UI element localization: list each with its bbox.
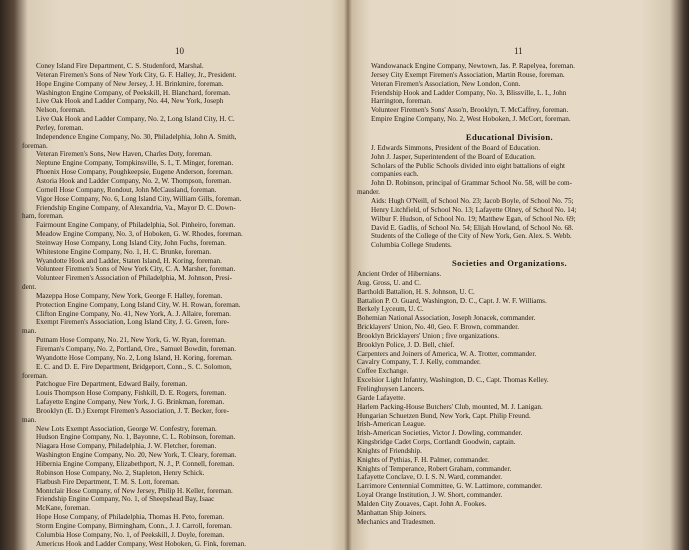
text-line: Clifton Engine Company, No. 41, New York, A. J. Allaire, foreman. xyxy=(36,309,231,318)
text-line: Whitestone Engine Company, No. 1, H. C. Brunke, foreman. xyxy=(36,247,211,256)
text-line: McKane, foreman. xyxy=(36,504,91,513)
text-line: Nelson, foreman. xyxy=(36,106,86,115)
educational-division-heading: Educational Division. xyxy=(465,131,554,142)
text-line: Malden City Zouaves, Capt. John A. Fookes. xyxy=(357,499,487,508)
text-line: Niagara Hose Company, Philadelphia, J. W. Fletcher, foreman. xyxy=(36,442,217,451)
text-line: Flatbush Fire Department, T. M. S. Lott, foreman. xyxy=(36,477,180,486)
text-line: Live Oak Hook and Ladder Company, No. 2, Long Island City, H. C. xyxy=(36,115,235,124)
text-line: Battalion P. O. Guard, Washington, D. C., Capt. J. W. F. Williams. xyxy=(357,296,547,305)
text-line: Veteran Firemen's Sons, New Haven, Charles Doty, foreman. xyxy=(36,150,212,159)
text-line: Hope Engine Company of New Jersey, J. H. Brinkmire, foreman. xyxy=(36,79,224,88)
text-line: Friendship Engine Company, No. 1, of Sheepshead Bay, Isaac xyxy=(36,495,215,504)
text-line: John D. Robinson, principal of Grammar School No. 58, will be com- xyxy=(371,179,573,188)
text-line: Students of the College of the City of New York, Gen. Alex. S. Webb. xyxy=(371,232,572,241)
text-line: Knights of Friendship. xyxy=(357,446,422,455)
text-line: Volunteer Firemen's Sons of New York City, C. A. Marsher, foreman. xyxy=(36,265,236,274)
left-page-text xyxy=(22,62,342,548)
text-line: Protection Engine Company, Long Island City, W. H. Rowan, foreman. xyxy=(36,300,241,309)
text-line: Washington Engine Company, No. 20, New York, T. Cleary, foreman. xyxy=(36,451,237,460)
text-line: Harlem Packing-House Butchers' Club, mounted, M. J. Lanigan. xyxy=(357,402,543,411)
text-line: Meadow Engine Company, No. 3, of Hoboken, G. W. Rhodes, foreman. xyxy=(36,230,243,239)
text-line: Kingsbridge Cadet Corps, Cortlandt Goodwin, captain. xyxy=(357,438,516,447)
text-line: man. xyxy=(22,327,37,336)
text-line: ham, foreman. xyxy=(22,212,64,221)
text-line: Aug. Gross, U. and C. xyxy=(357,278,421,287)
text-line: Veteran Firemen's Association, New London, Conn. xyxy=(371,79,521,88)
text-line: Live Oak Hook and Ladder Company, No. 44, New York, Joseph xyxy=(36,97,224,106)
text-line: Scholars of the Public Schools divided into eight battalions of eight xyxy=(371,161,566,170)
text-line: Louis Thompson Hose Company, Fishkill, D. E. Rogers, foreman. xyxy=(36,389,227,398)
societies-list xyxy=(357,270,662,526)
text-line: Bartholdi Battalion, H. S. Johnson, U. C. xyxy=(357,287,475,296)
text-line: Astoria Hook and Ladder Company, No. 2, W. Thompson, foreman. xyxy=(36,176,232,185)
text-line: Irish-American League. xyxy=(357,420,426,429)
text-line: Harrington, foreman. xyxy=(371,97,432,106)
text-line: Lafayette Conclave, O. I. S. N. Ward, commander. xyxy=(357,473,502,482)
text-line: Friendship Engine Company, of Alexandria, Va., Mayor D. C. Down- xyxy=(36,203,236,212)
text-line: companies each. xyxy=(371,170,419,179)
text-line: Brooklyn Police, J. D. Bell, chief. xyxy=(357,340,455,349)
text-line: David E. Gadlis, of School No. 54; Elijah Howland, of School No. 68. xyxy=(371,223,574,232)
text-line: Veteran Firemen's Sons of New York City, G. F. Halley, Jr., President. xyxy=(36,70,237,79)
text-line: Columbia College Students. xyxy=(371,241,452,250)
text-line: Perley, foreman. xyxy=(36,123,84,132)
fire-companies-continued xyxy=(357,62,662,124)
text-line: Volunteer Firemen's Sons' Asso'n, Brooklyn, T. McCaffrey, foreman. xyxy=(371,106,569,115)
text-line: man. xyxy=(22,415,37,424)
text-line: Empire Engine Company, No. 2, West Hoboken, J. McCort, foreman. xyxy=(371,115,571,124)
text-line: Steinway Hose Company, Long Island City, John Fuchs, foreman. xyxy=(36,238,226,247)
text-line: Volunteer Firemen's Association of Philadelphia, M. Johnson, Presi- xyxy=(36,274,233,283)
text-line: foreman. xyxy=(22,141,48,150)
text-line: Exempt Firemen's Association, Long Island City, J. G. Green, fore- xyxy=(36,318,230,327)
text-line: Brooklyn Bricklayers' Union ; five organizations. xyxy=(357,331,500,340)
text-line: Aids: Hugh O'Neill, of School No. 23; Jacob Boyle, of School No. 75; xyxy=(371,196,574,205)
text-line: Bohemian National Association, Joseph Jonacek, commander. xyxy=(357,314,536,323)
text-line: Henry Litchfield, of School No. 13; Lafayette Olney, of School No. 14; xyxy=(371,205,577,214)
text-line: Hope Hose Company, of Philadelphia, Thomas H. Peto, foreman. xyxy=(36,513,225,522)
text-line: mander. xyxy=(357,188,380,197)
text-line: Bricklayers' Union, No. 40, Geo. F. Brown, commander. xyxy=(357,323,520,332)
text-line: Americus Hook and Ladder Company, West Hoboken, G. Fink, foreman. xyxy=(36,539,247,548)
text-line: Cornell Hose Company, Rondout, John McCausland, foreman. xyxy=(36,185,217,194)
text-line: Wyandotte Hook and Ladder, Staten Island, H. Koring, foreman. xyxy=(36,256,222,265)
text-line: Carpenters and Joiners of America, W. A. Trotter, commander. xyxy=(357,349,537,358)
text-line: Fairmount Engine Company, of Philadelphia, Sol. Pinheiro, foreman. xyxy=(36,221,236,230)
text-line: Independence Engine Company, No. 30, Philadelphia, John A. Smith, xyxy=(36,132,237,141)
text-line: Putnam Hose Company, No. 21, New York, G. W. Ryan, foreman. xyxy=(36,336,226,345)
educational-division-list xyxy=(357,144,662,250)
text-line: New Lots Exempt Association, George W. Confestry, foreman. xyxy=(36,424,217,433)
text-line: E. C. and D. E. Fire Department, Bridgeport, Conn., S. C. Solomon, xyxy=(36,362,232,371)
text-line: Hibernia Engine Company, Elizabethport, N. J., P. Connell, foreman. xyxy=(36,459,235,468)
text-line: Montclair Hose Company, of New Jersey, Philip H. Keller, foreman. xyxy=(36,486,233,495)
text-line: Manhattan Ship Joiners. xyxy=(357,508,427,517)
text-line: Neptune Engine Company, Tompkinsville, S. I., T. Minger, foreman. xyxy=(36,159,234,168)
text-line: Knights of Pythias, F. H. Palmer, commander. xyxy=(357,455,489,464)
text-line: Wandowanack Engine Company, Newtown, Jas. P. Rapelyea, foreman. xyxy=(371,62,575,70)
text-line: Brooklyn (E. D.) Exempt Firemen's Association, J. T. Becker, fore- xyxy=(36,406,229,415)
text-line: Friendship Hook and Ladder Company, No. 3, Blissville, L. I., John xyxy=(371,88,567,97)
text-line: Wyandotte Hose Company, No. 2, Long Island, H. Koring, foreman. xyxy=(36,353,233,362)
text-line: Garde Lafayette. xyxy=(357,393,406,402)
text-line: Washington Engine Company, of Peekskill, H. Blanchard, foreman. xyxy=(36,88,231,97)
text-line: Robinson Hose Company, No. 2, Stapleton, Henry Schick. xyxy=(36,468,205,477)
text-line: Hungarian Schuetzen Bund, New York, Capt. Philip Freund. xyxy=(357,411,531,420)
text-line: Lafayette Engine Company, New York, J. G. Brinkman, foreman. xyxy=(36,398,225,407)
text-line: Fireman's Company, No. 2, Portland, Ore., Samuel Bowdin, foreman. xyxy=(36,345,237,353)
text-line: foreman. xyxy=(22,371,48,380)
text-line: Columbia Hose Company, No. 1, of Peekskill, J. Doyle, foreman. xyxy=(36,530,225,539)
text-line: Coffee Exchange. xyxy=(357,367,409,376)
text-line: J. Edwards Simmons, President of the Board of Education. xyxy=(371,143,541,152)
right-page-text xyxy=(357,62,662,527)
text-line: Loyal Orange Institution, J. W. Short, commander. xyxy=(357,491,503,500)
text-line: Berkely Lyceum, U. C. xyxy=(357,305,424,314)
text-line: Cavalry Company, T. J. Kelly, commander. xyxy=(357,358,481,367)
left-page xyxy=(22,0,342,550)
text-line: Storm Engine Company, Birmingham, Conn., J. J. Carroll, foreman. xyxy=(36,521,232,530)
text-line: Phoenix Hose Company, Poughkeepsie, Eugene Anderson, foreman. xyxy=(36,168,233,177)
text-line: Wilbur F. Hudson, of School No. 19; Matthew Egan, of School No. 69; xyxy=(371,214,576,223)
text-line: John J. Jasper, Superintendent of the Board of Education. xyxy=(371,152,536,161)
page-number-right: 11 xyxy=(514,46,523,56)
text-line: Mechanics and Tradesmen. xyxy=(357,517,436,526)
text-line: Larrimore Centennial Committee, G. W. Lattimore, commander. xyxy=(357,482,543,491)
text-line: Hudson Engine Company, No. 1, Bayonne, C. L. Robinson, foreman. xyxy=(36,433,236,442)
page-number-left: 10 xyxy=(175,46,184,56)
text-line: Coney Island Fire Department, C. S. Studenford, Marshal. xyxy=(36,62,204,70)
text-line: Patchogue Fire Department, Edward Baily, foreman. xyxy=(36,380,188,389)
societies-heading: Societies and Organizations. xyxy=(451,258,568,269)
text-line: Vigor Hose Company, No. 6, Long Island City, William Gills, foreman. xyxy=(36,194,242,203)
text-line: Jersey City Exempt Firemen's Association, Martin Rouse, foreman. xyxy=(371,70,565,79)
text-line: Ancient Order of Hibernians. xyxy=(357,270,442,279)
right-page xyxy=(357,0,662,550)
text-line: dent. xyxy=(22,283,37,292)
text-line: Mazeppa Hose Company, New York, George F. Halley, foreman. xyxy=(36,291,223,300)
text-line: Frelinghuysen Lancers. xyxy=(357,385,425,393)
text-line: Irish-American Societies, Victor J. Dowling, commander. xyxy=(357,429,523,438)
text-line: Excelsior Light Infantry, Washington, D. C., Capt. Thomas Kelley. xyxy=(357,376,549,385)
text-line: Knights of Temperance, Robert Graham, commander. xyxy=(357,464,512,473)
